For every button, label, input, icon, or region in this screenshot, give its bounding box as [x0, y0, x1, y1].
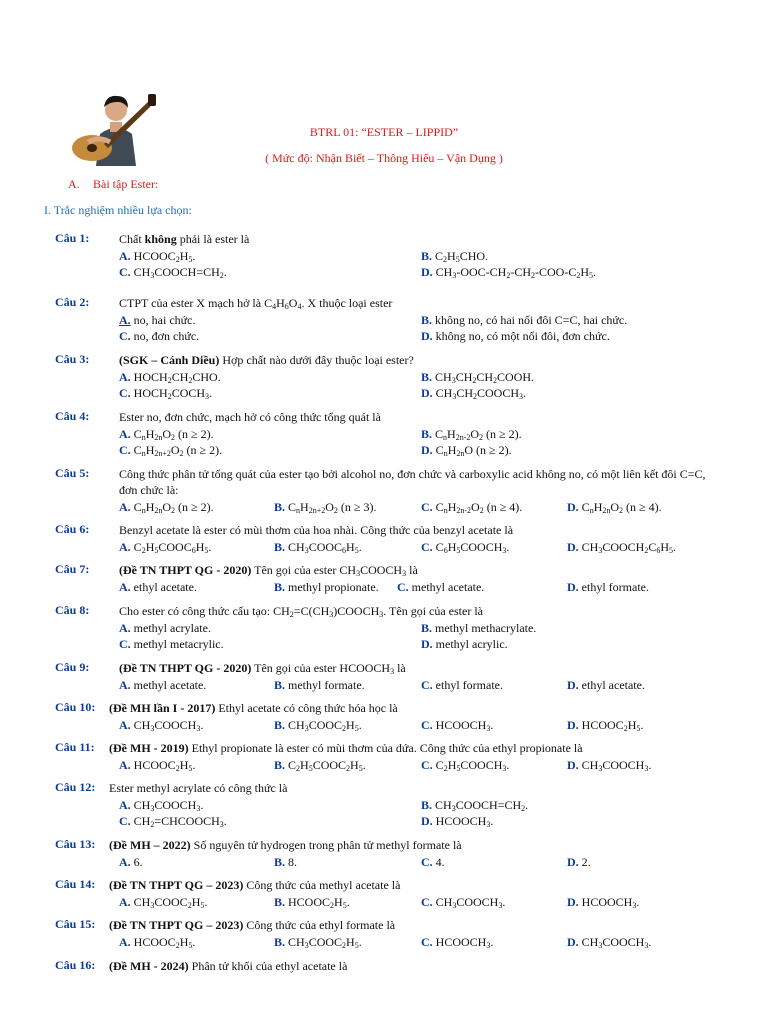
question-number: Câu 7:	[55, 562, 90, 576]
option-c[interactable]: C. 4.	[421, 855, 445, 869]
option-d[interactable]: D. methyl acrylic.	[421, 637, 508, 651]
question-text: Benzyl acetate là ester có mùi thơm của hoa nhài. Công thức của benzyl acetate là	[119, 523, 514, 537]
option-d[interactable]: D. $CH_3COOCH_2C_6H_5$.	[567, 540, 677, 555]
option-d[interactable]: D. $CH_3-OOC-CH_2-CH_2-COO-C_2H_5$.	[421, 265, 597, 280]
worksheet-subtitle: ( Mức độ: Nhận Biết – Thông Hiểu – Vận Dụng )	[265, 151, 503, 165]
question-number: Câu 11:	[55, 740, 95, 754]
option-c[interactable]: C. $C_nH_{2n+2}O_2$ (n ≥ 2).	[119, 443, 223, 458]
question-text: Ester methyl acrylate có công thức là	[109, 781, 288, 795]
question-number: Câu 12:	[55, 780, 96, 794]
option-d[interactable]: D. ethyl acetate.	[567, 678, 645, 692]
question-text: (Đề TN THPT QG – 2023) Công thức của methyl acetate là	[109, 878, 401, 892]
option-c[interactable]: C. $C_2H_5COOCH_3$.	[421, 758, 510, 773]
option-b[interactable]: B. 8.	[274, 855, 298, 869]
option-b[interactable]: B. methyl formate.	[274, 678, 365, 692]
option-a[interactable]: A. methyl acetate.	[119, 678, 207, 692]
option-d[interactable]: D. 2.	[567, 855, 591, 869]
question-text: (Đề TN THPT QG - 2020) Tên gọi của ester $HCOOCH_3$ là	[119, 661, 406, 676]
option-a[interactable]: A. $CH_3COOC_2H_5$.	[119, 895, 208, 910]
option-d[interactable]: D. $HCOOCH_3$.	[421, 814, 494, 829]
option-a[interactable]: A. methyl acrylate.	[119, 621, 211, 635]
option-a[interactable]: A. $CH_3COOCH_3$.	[119, 798, 204, 813]
option-c[interactable]: C. $C_6H_5COOCH_3$.	[421, 540, 510, 555]
question-text: Công thức phân tử tổng quát của ester tạo bởi alcohol no, đơn chức và carboxylic acid không no, có một liên kết đôi C=C, đơn chức là:	[119, 467, 706, 497]
option-c[interactable]: C. $CH_3COOCH_3$.	[421, 895, 506, 910]
option-b[interactable]: B. $CH_3COOC_6H_5$.	[274, 540, 362, 555]
question-text: Cho ester có công thức cấu tạo: $CH_2=C(CH_3)COOCH_3$. Tên gọi của ester là	[119, 604, 483, 619]
option-a[interactable]: A. $HCOOC_2H_5$.	[119, 758, 196, 773]
question-number: Câu 15:	[55, 917, 96, 931]
question-text: Ester no, đơn chức, mạch hở có công thức tổng quát là	[119, 410, 381, 424]
question-number: Câu 9:	[55, 660, 90, 674]
question-text: (Đề TN THPT QG - 2020) Tên gọi của ester $CH_3COOCH_3$ là	[119, 563, 418, 578]
option-c[interactable]: C. methyl acetate.	[397, 580, 485, 594]
option-b[interactable]: B. methyl methacrylate.	[421, 621, 537, 635]
option-d[interactable]: D. $C_nH_{2n}O_2$ (n ≥ 4).	[567, 500, 662, 515]
option-a[interactable]: A. $HCOOC_2H_5$.	[119, 249, 196, 264]
option-d[interactable]: D. $CH_3CH_2COOCH_3$.	[421, 386, 527, 401]
question-number: Câu 4:	[55, 409, 90, 423]
question-number: Câu 10:	[55, 700, 96, 714]
question-text: (Đề MH - 2019) Ethyl propionate là ester có mùi thơm của dứa. Công thức của ethyl propionate là	[109, 741, 583, 755]
option-b[interactable]: B. $C_nH_{2n+2}O_2$ (n ≥ 3).	[274, 500, 377, 515]
section-i-heading: I. Trắc nghiệm nhiều lựa chọn:	[44, 203, 192, 217]
option-c[interactable]: C. $HOCH_2COCH_3$.	[119, 386, 213, 401]
option-b[interactable]: B. $CH_3CH_2CH_2COOH$.	[421, 370, 535, 385]
option-a[interactable]: A. $C_nH_{2n}O_2$ (n ≥ 2).	[119, 427, 214, 442]
option-d[interactable]: D. $C_nH_{2n}O$ (n ≥ 2).	[421, 443, 512, 458]
option-a[interactable]: A. $C_2H_5COOC_6H_5$.	[119, 540, 212, 555]
option-b[interactable]: B. $C_2H_5CHO$.	[421, 249, 489, 264]
question-text: Chất không phải là ester là	[119, 232, 250, 246]
option-a[interactable]: A. $HOCH_2CH_2CHO$.	[119, 370, 221, 385]
question-number: Câu 5:	[55, 466, 90, 480]
option-d[interactable]: D. $HCOOCH_3$.	[567, 895, 640, 910]
option-c[interactable]: C. $HCOOCH_3$.	[421, 718, 494, 733]
option-c[interactable]: C. methyl metacrylic.	[119, 637, 224, 651]
option-b[interactable]: B. $C_nH_{2n-2}O_2$ (n ≥ 2).	[421, 427, 522, 442]
option-c[interactable]: C. $HCOOCH_3$.	[421, 935, 494, 950]
question-number: Câu 1:	[55, 231, 90, 245]
question-number: Câu 6:	[55, 522, 90, 536]
option-b[interactable]: B. $CH_3COOC_2H_5$.	[274, 718, 362, 733]
option-c[interactable]: C. no, đơn chức.	[119, 329, 200, 343]
question-text: (Đề TN THPT QG – 2023) Công thức của ethyl formate là	[109, 918, 396, 932]
option-a[interactable]: A. $HCOOC_2H_5$.	[119, 935, 196, 950]
option-c[interactable]: C. $C_nH_{2n-2}O_2$ (n ≥ 4).	[421, 500, 523, 515]
option-d[interactable]: D. không no, có một nối đôi, đơn chức.	[421, 329, 610, 343]
option-d[interactable]: D. ethyl formate.	[567, 580, 649, 594]
option-c[interactable]: C. ethyl formate.	[421, 678, 503, 692]
option-d[interactable]: D. $HCOOC_2H_5$.	[567, 718, 644, 733]
option-b[interactable]: B. $HCOOC_2H_5$.	[274, 895, 350, 910]
section-a-number: A.	[68, 177, 80, 191]
question-number: Câu 16:	[55, 958, 96, 972]
option-a[interactable]: A. $CH_3COOCH_3$.	[119, 718, 204, 733]
option-d[interactable]: D. $CH_3COOCH_3$.	[567, 758, 652, 773]
option-a[interactable]: A. 6.	[119, 855, 143, 869]
question-text: (Đề MH – 2022) Số nguyên tử hydrogen trong phân tử methyl formate là	[109, 838, 462, 852]
option-d[interactable]: D. $CH_3COOCH_3$.	[567, 935, 652, 950]
option-a[interactable]: A. no, hai chức.	[119, 313, 196, 327]
option-b[interactable]: B. methyl propionate.	[274, 580, 379, 594]
question-text: (Đề MH - 2024) Phân tử khối của ethyl acetate là	[109, 959, 348, 973]
option-b[interactable]: B. $CH_3COOCH=CH_2$.	[421, 798, 529, 813]
question-number: Câu 3:	[55, 352, 90, 366]
question-text: (Đề MH lần I - 2017) Ethyl acetate có công thức hóa học là	[109, 701, 398, 715]
option-a[interactable]: A. ethyl acetate.	[119, 580, 197, 594]
option-b[interactable]: B. $C_2H_5COOC_2H_5$.	[274, 758, 366, 773]
section-a-label: Bài tập Ester:	[93, 177, 159, 191]
question-text: CTPT của ester X mạch hở là $C_4H_6O_4$. X thuộc loại ester	[119, 296, 393, 311]
option-b[interactable]: B. $CH_3COOC_2H_5$.	[274, 935, 362, 950]
question-number: Câu 14:	[55, 877, 96, 891]
question-number: Câu 2:	[55, 295, 90, 309]
option-c[interactable]: C. $CH_3COOCH=CH_2$.	[119, 265, 227, 280]
question-number: Câu 8:	[55, 603, 90, 617]
option-c[interactable]: C. $CH_2=CHCOOCH_3$.	[119, 814, 227, 829]
question-text: (SGK – Cánh Diều) Hợp chất nào dưới đây thuộc loại ester?	[119, 353, 414, 367]
option-b[interactable]: B. không no, có hai nối đôi C=C, hai chức.	[421, 313, 628, 327]
worksheet-title: BTRL 01: “ESTER – LIPPID”	[309, 125, 459, 139]
question-number: Câu 13:	[55, 837, 96, 851]
option-a[interactable]: A. $C_nH_{2n}O_2$ (n ≥ 2).	[119, 500, 214, 515]
